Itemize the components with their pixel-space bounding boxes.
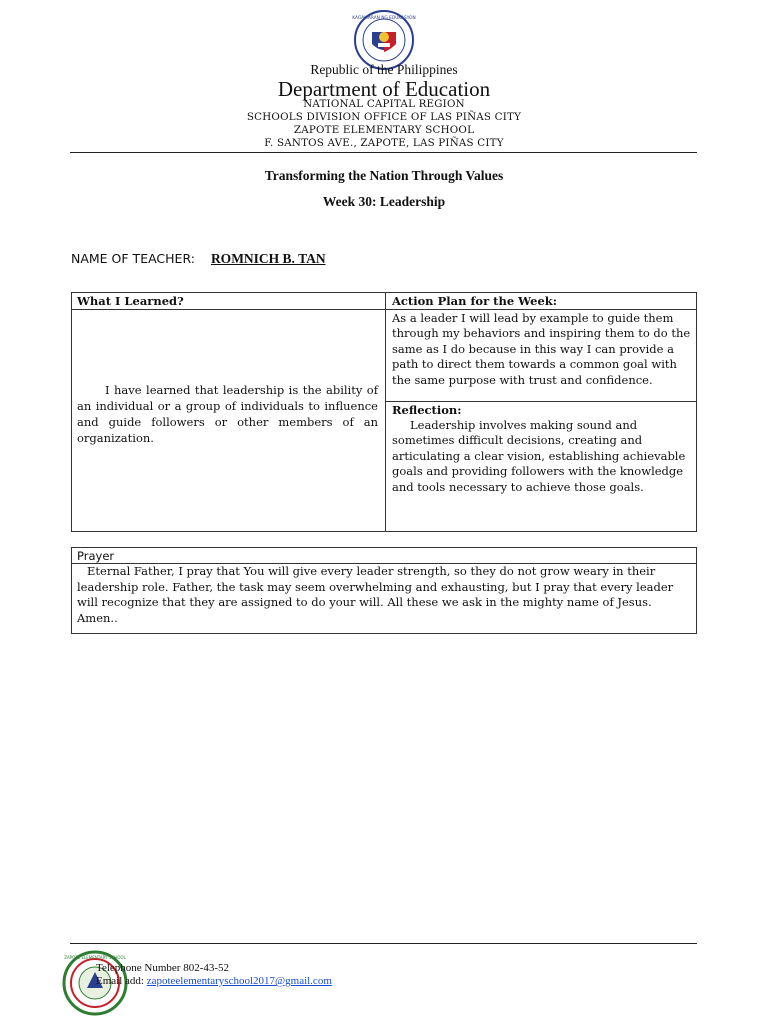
footer-phone — [96, 962, 229, 974]
action-plan-header: Action Plan for the Week: — [392, 294, 557, 308]
theme-title: Transforming the Nation Through Values — [264, 168, 504, 183]
learning-table — [71, 292, 697, 532]
table-header-divider — [72, 309, 696, 310]
email-label: Email add: — [96, 975, 144, 987]
email-link[interactable]: zapoteelementaryschool2017@gmail.com — [146, 975, 332, 987]
address-line: F. SANTOS AVE., ZAPOTE, LAS PIÑAS CITY — [264, 137, 504, 149]
division-line: SCHOOLS DIVISION OFFICE OF LAS PIÑAS CITY — [246, 111, 522, 123]
table-column-divider — [385, 293, 386, 531]
reflection-label: Reflection: — [392, 403, 462, 417]
footer-divider — [70, 943, 697, 944]
deped-seal-logo — [349, 10, 419, 70]
school-logo-lettering: ZAPOTE ELEMENTARY SCHOOL — [64, 955, 126, 960]
teacher-name: ROMNICH B. TAN — [210, 251, 326, 266]
phone-number: 802-43-52 — [183, 962, 230, 974]
what-i-learned-text: I have learned that leadership is the ability of an individual or a group of individuals to influence and guide followers or other members of an organization. — [77, 383, 378, 445]
seal-lettering: KAGAWARAN NG EDUKASYON — [352, 16, 416, 21]
prayer-text: Eternal Father, I pray that You will give every leader strength, so they do not grow weary in their leadership role. Father, the task may seem overwhelming and exhausting, but I pray that every leader will recognize that they are assigned to do your will. All these we ask in the mighty name of Jesus. Amen.. — [77, 564, 674, 625]
header-divider — [70, 152, 697, 153]
what-i-learned-header: What I Learned? — [77, 294, 184, 308]
teacher-label: NAME OF TEACHER: — [71, 251, 195, 266]
week-title: Week 30: Leadership — [322, 194, 446, 209]
school-line: ZAPOTE ELEMENTARY SCHOOL — [293, 124, 475, 136]
republic-line: Republic of the Philippines — [310, 62, 458, 77]
reflection-text: Leadership involves making sound and sometimes difficult decisions, creating and articulating a clear vision, establishing achievable goals and providing followers with the knowledge and tools necessary to achieve those goals. — [392, 418, 686, 494]
footer-email — [96, 975, 332, 987]
reflection-divider — [385, 401, 696, 402]
department-title: Department of Education — [277, 77, 491, 101]
action-plan-text: As a leader I will lead by example to guide them through my behaviors and inspiring them to do the same as I do because in this way I can provide a path to direct them towards a common goal with the same purpose with trust and confidence. — [392, 311, 691, 387]
phone-label: Telephone Number — [96, 962, 181, 974]
prayer-box — [71, 547, 697, 634]
prayer-label: Prayer — [77, 549, 115, 563]
region-line: NATIONAL CAPITAL REGION — [303, 98, 465, 110]
teacher-row — [71, 251, 326, 267]
